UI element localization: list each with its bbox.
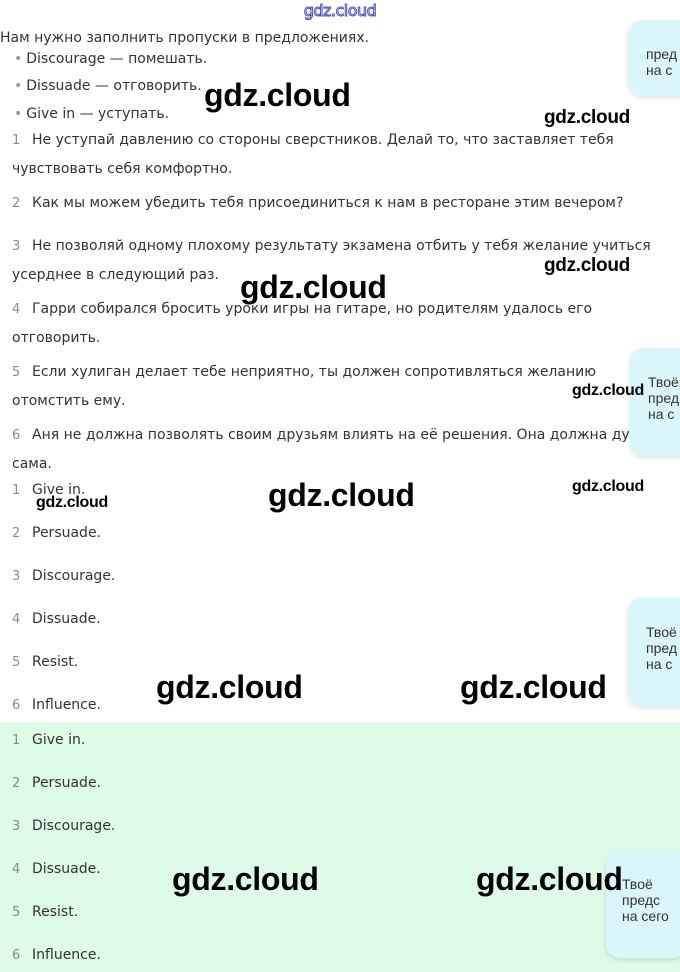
item-number: 6 — [12, 428, 21, 443]
item-number: 3 — [12, 569, 21, 584]
answer-text: Discourage. — [32, 818, 116, 834]
item-number: 2 — [12, 196, 21, 211]
item-number: 1 — [12, 483, 21, 498]
watermark: gdz.cloud — [172, 861, 319, 897]
sentence-item — [12, 126, 652, 183]
watermark: gdz.cloud — [204, 77, 351, 113]
answer-item — [12, 904, 78, 920]
item-number: 4 — [12, 302, 21, 317]
bubble-text: на с — [648, 406, 675, 422]
answer-item — [12, 947, 101, 963]
bubble-text: на с — [646, 656, 673, 672]
item-number: 2 — [12, 776, 21, 791]
intro-text: Нам нужно заполнить пропуски в предложениях. — [0, 30, 370, 46]
watermark: gdz.cloud — [544, 255, 630, 276]
item-number: 5 — [12, 655, 21, 670]
watermark: gdz.cloud — [268, 477, 415, 513]
item-number: 3 — [12, 819, 21, 834]
answer-text: Persuade. — [32, 775, 102, 791]
bullet-icon: • — [14, 106, 23, 122]
answer-item — [12, 525, 101, 541]
answer-text: Give in. — [32, 732, 86, 748]
answer-item — [12, 818, 115, 834]
bubble-text: Твоё — [648, 374, 679, 390]
item-number: 1 — [12, 133, 21, 148]
sentence-line: Не уступай давлению со стороны сверстников. Делай то, что заставляет тебя — [32, 132, 614, 148]
sentence-item — [12, 189, 652, 218]
item-number: 5 — [12, 365, 21, 380]
bubble-text: пред — [648, 390, 680, 406]
sentence-line: отомстить ему. — [12, 393, 126, 409]
sentence-line: Как мы можем убедить тебя присоединиться к нам в ресторане этим вечером? — [32, 195, 624, 211]
watermark: gdz.cloud — [156, 669, 303, 705]
vocab-text: Discourage — помешать. — [26, 51, 208, 67]
bubble-text: Твоё — [646, 624, 677, 640]
watermark: gdz.cloud — [476, 861, 623, 897]
bubble-text: на с — [646, 62, 673, 78]
site-logo[interactable]: gdz.cloud — [303, 1, 377, 20]
item-number: 4 — [12, 862, 21, 877]
bubble-text: Твоё — [622, 876, 653, 892]
sentence-line: Не позволяй одному плохому результату экзамена отбить у тебя желание учиться — [32, 238, 651, 254]
answer-text: Resist. — [32, 904, 79, 920]
answer-item — [12, 775, 101, 791]
bubble-text: пред — [646, 640, 678, 656]
watermark: gdz.cloud — [572, 478, 644, 495]
watermark: gdz.cloud — [460, 669, 607, 705]
answer-item — [12, 861, 101, 877]
sentence-line: Если хулиган делает тебе неприятно, ты должен сопротивляться желанию — [32, 364, 596, 380]
item-number: 6 — [12, 698, 21, 713]
answer-item — [12, 611, 101, 627]
answer-item — [12, 697, 101, 713]
watermark: gdz.cloud — [240, 269, 387, 305]
answer-item — [12, 732, 85, 748]
sentence-line: сама. — [12, 456, 52, 472]
sentence-line: отговорить. — [12, 330, 101, 346]
vocab-item — [14, 78, 202, 94]
answer-text: Give in. — [32, 482, 86, 498]
sentence-item — [12, 358, 652, 415]
bullet-icon: • — [14, 51, 23, 67]
item-number: 6 — [12, 948, 21, 963]
chat-bubble[interactable] — [628, 20, 680, 96]
watermark: gdz.cloud — [36, 494, 108, 511]
answer-text: Influence. — [32, 697, 101, 713]
answers-panel — [0, 722, 680, 972]
bubble-text: пред — [646, 46, 678, 62]
sentence-line: Аня не должна позволять своим друзьям влиять на её решения. Она должна ду — [32, 427, 630, 443]
sentence-item — [12, 421, 652, 478]
answer-text: Influence. — [32, 947, 101, 963]
item-number: 4 — [12, 612, 21, 627]
chat-bubble[interactable] — [628, 598, 680, 706]
item-number: 3 — [12, 239, 21, 254]
item-number: 5 — [12, 905, 21, 920]
bullet-icon: • — [14, 78, 23, 94]
chat-bubble[interactable] — [630, 348, 680, 456]
answer-text: Dissuade. — [32, 861, 101, 877]
watermark: gdz.cloud — [572, 382, 644, 399]
vocab-item — [14, 106, 169, 122]
vocab-text: Dissuade — отговорить. — [26, 78, 202, 94]
sentence-line: чувствовать себя комфортно. — [12, 161, 233, 177]
sentence-line: усерднее в следующий раз. — [12, 267, 219, 283]
bubble-text: предс — [622, 892, 661, 908]
bubble-text: на сего — [622, 908, 669, 924]
vocab-text: Give in — уступать. — [26, 106, 170, 122]
item-number: 1 — [12, 733, 21, 748]
answer-text: Dissuade. — [32, 611, 101, 627]
answer-text: Discourage. — [32, 568, 116, 584]
vocab-item — [14, 51, 207, 67]
watermark: gdz.cloud — [544, 107, 630, 128]
item-number: 2 — [12, 526, 21, 541]
answer-text: Persuade. — [32, 525, 102, 541]
sentence-line: Гарри собирался бросить уроки игры на гитаре, но родителям удалось его — [32, 301, 593, 317]
answer-item — [12, 654, 78, 670]
answer-item — [12, 568, 115, 584]
answer-text: Resist. — [32, 654, 79, 670]
